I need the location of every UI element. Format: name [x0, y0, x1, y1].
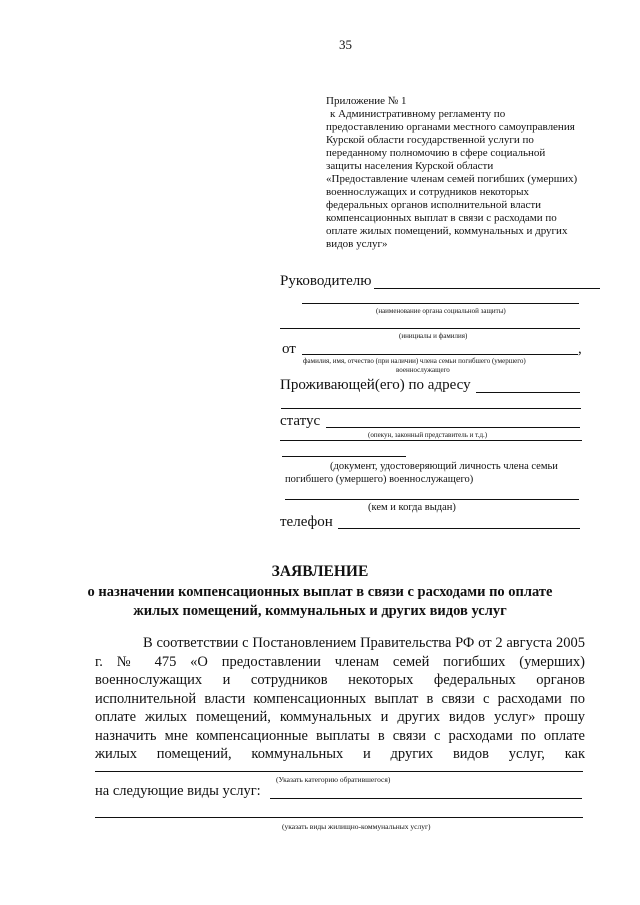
body-line: военнослужащих и сотрудников некоторых федеральных органов [95, 672, 585, 688]
authority-field[interactable] [302, 303, 579, 304]
page-number: 35 [339, 37, 352, 52]
initials-field[interactable] [280, 328, 580, 329]
appendix-line: «Предоставление членам семей погибших (умерших) [326, 173, 578, 185]
from-caption: фамилия, имя, отчество (при наличии) члена семьи погибшего (умершего) [303, 357, 526, 365]
services-field-2[interactable] [95, 817, 583, 818]
appendix-line: Приложение № 1 [326, 95, 407, 107]
body-line: г. № 475 «О предоставлении членам семей погибших (умерших) [95, 654, 585, 670]
services-caption: (указать виды жилищно-коммунальных услуг) [282, 822, 431, 831]
document-caption: погибшего (умершего) военнослужащего) [285, 474, 474, 485]
from-field[interactable] [302, 354, 578, 355]
phone-field[interactable] [338, 528, 580, 529]
status-field[interactable] [326, 427, 580, 428]
initials-caption: (инициалы и фамилия) [399, 332, 468, 340]
from-label: от [282, 341, 296, 357]
head-field[interactable] [374, 288, 600, 289]
appendix-line: компенсационных выплат в связи с расходами по [326, 212, 557, 224]
phone-label: телефон [280, 514, 333, 530]
services-label: на следующие виды услуг: [95, 783, 261, 799]
status-label: статус [280, 413, 321, 429]
address-label: Проживающей(его) по адресу [280, 377, 471, 393]
appendix-line: предоставлению органами местного самоуправления [326, 121, 575, 133]
issued-field[interactable] [285, 499, 579, 500]
from-caption: военнослужащего [396, 366, 450, 374]
statement-subtitle: о назначении компенсационных выплат в связи с расходами по оплате [87, 584, 553, 600]
status-caption: (опекун, законный представитель и т.д.) [368, 431, 488, 439]
services-field[interactable] [270, 798, 582, 799]
body-line: исполнительной власти компенсационных выплат в связи с расходами по [95, 691, 585, 707]
body-line: В соответствии с Постановлением Правительства РФ от 2 августа 2005 [143, 635, 585, 651]
authority-caption: (наименование органа социальной защиты) [376, 307, 506, 315]
from-comma: , [578, 341, 582, 357]
body-line: жилых помещений, коммунальных и других видов услуг, как [95, 746, 585, 762]
body-line: назначить мне компенсационные выплаты в связи с расходами по оплате [95, 728, 585, 744]
appendix-line: к Административному регламенту по [330, 108, 506, 120]
head-label: Руководителю [280, 273, 372, 289]
body-line: оплате жилых помещений, коммунальных и других видов услуг» прошу [95, 709, 585, 725]
appendix-line: оплате жилых помещений, коммунальных и других [326, 225, 568, 237]
statement-subtitle: жилых помещений, коммунальных и других видов услуг [133, 603, 507, 619]
status-underline [280, 440, 582, 441]
statement-title: ЗАЯВЛЕНИЕ [271, 563, 369, 580]
appendix-line: переданному полномочию в сфере социальной [326, 147, 546, 159]
address-field-2[interactable] [281, 408, 581, 409]
category-caption: (Указать категорию обратившегося) [276, 775, 391, 784]
issued-caption: (кем и когда выдан) [368, 502, 456, 513]
document-field[interactable] [282, 456, 406, 457]
address-field[interactable] [476, 392, 580, 393]
appendix-line: Курской области государственной услуги по [326, 134, 534, 146]
appendix-line: видов услуг» [326, 238, 388, 250]
appendix-line: федеральных органов исполнительной власти [326, 199, 542, 211]
appendix-line: защиты населения Курской области [326, 160, 494, 172]
document-caption: (документ, удостоверяющий личность члена семьи [330, 461, 558, 472]
category-field[interactable] [95, 771, 583, 772]
appendix-line: военнослужащих и сотрудников некоторых [326, 186, 530, 198]
